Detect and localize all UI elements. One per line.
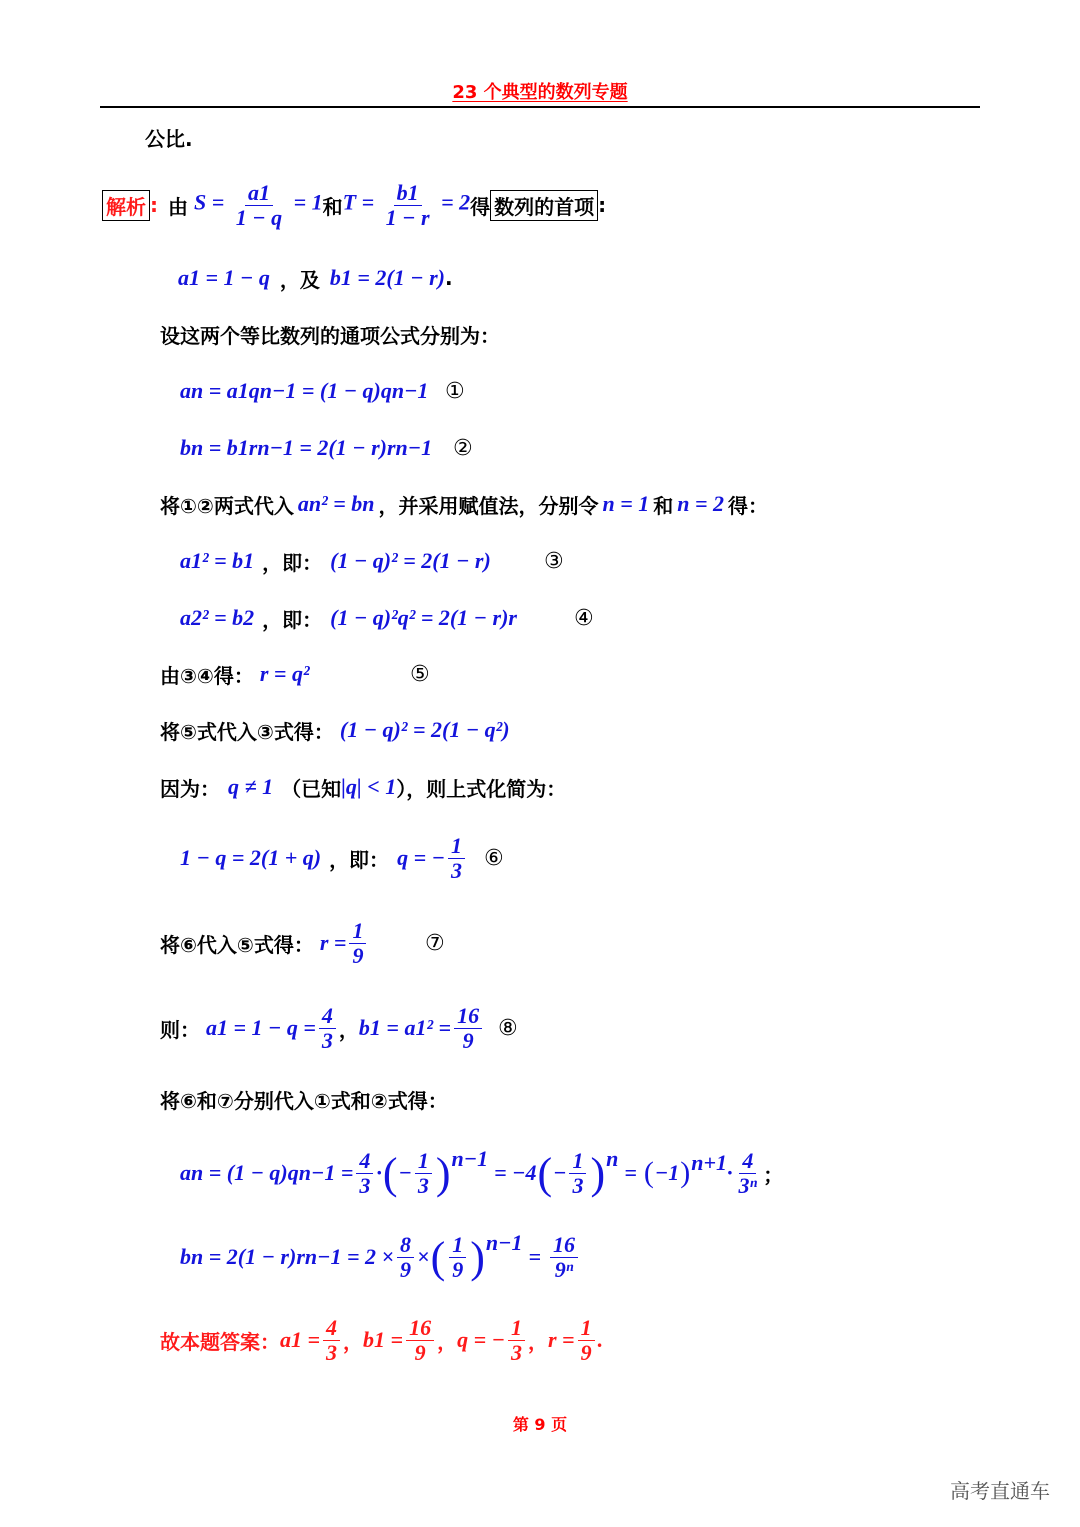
bn-f1	[397, 1233, 414, 1280]
get-word: 得	[470, 194, 491, 219]
line6-and: 和	[653, 493, 674, 518]
line15-text: 将⑥和⑦分别代入①式和②式得：	[160, 1088, 448, 1113]
intro-text: 公比.	[145, 126, 193, 151]
answer-b1: b1 =	[363, 1327, 404, 1352]
s-numerator: a1	[245, 181, 273, 205]
answer-end: .	[597, 1327, 604, 1352]
eq3-lhs: a1² = b1	[180, 548, 255, 573]
answer-b1-num: 16	[406, 1316, 434, 1340]
eq8-a1-num: 4	[319, 1004, 336, 1028]
eq2-tag: ②	[453, 435, 473, 461]
line10-formula: (1 − q)² = 2(1 − q²)	[339, 717, 510, 742]
eq8-b1-fraction	[454, 1004, 482, 1051]
bn-times: ×	[417, 1244, 430, 1269]
answer-label: 故本题答案：	[160, 1329, 280, 1354]
eq7-prefix: 将⑥代入⑤式得：	[160, 932, 314, 957]
label-colon: :	[150, 193, 158, 217]
eq8-b1-den: 9	[462, 1027, 474, 1053]
an-f2	[415, 1149, 432, 1196]
eq7-r-eq: r =	[319, 930, 347, 955]
an-f3-den: 3	[572, 1172, 584, 1198]
eq8-a1: a1 = 1 − q =	[206, 1015, 316, 1040]
t-numerator: b1	[394, 181, 422, 205]
an-inner1: −	[398, 1160, 412, 1185]
watermark: 高考直通车	[950, 1479, 1050, 1503]
solution-label: 解析	[102, 190, 150, 221]
equation-4	[180, 588, 1080, 648]
an-f4	[736, 1149, 761, 1196]
an-f1-num: 4	[356, 1149, 373, 1173]
solution-line-3	[160, 304, 1080, 364]
an-paren-open-2: (	[537, 1148, 553, 1198]
eq4-lhs: a2² = b2	[180, 605, 255, 630]
bn-eq: =	[528, 1244, 542, 1269]
answer-b1-den: 9	[414, 1339, 426, 1365]
line2-end: .	[444, 266, 453, 290]
equation-8	[160, 998, 1080, 1058]
line11-paren-close: ），则上式化简为：	[396, 776, 567, 801]
s-denominator: 1 − q	[235, 204, 283, 230]
eq5-formula: r = q²	[259, 661, 310, 686]
s-formula	[194, 181, 323, 228]
eq3-rhs: (1 − q)² = 2(1 − r)	[330, 548, 491, 573]
an-paren-open-1: (	[382, 1148, 398, 1198]
b1-eq: b1 = 2(1 − r)	[329, 265, 445, 290]
solution-line-6	[160, 474, 1080, 534]
an-neg1: −1	[654, 1160, 680, 1185]
eq8-tag: ⑧	[498, 1015, 518, 1041]
an-f2-num: 1	[415, 1149, 432, 1173]
bn-f3	[550, 1233, 578, 1280]
an-eq3: =	[624, 1160, 637, 1185]
s-lhs: S =	[194, 190, 225, 216]
and-word: 和	[322, 194, 343, 219]
line11-paren-open: （已知	[281, 776, 342, 801]
an-eq2: = −4	[494, 1160, 537, 1185]
intro-line	[145, 107, 1080, 167]
eq7-tag: ⑦	[425, 930, 445, 956]
eq7-den: 9	[352, 942, 364, 968]
line6-n1: n = 1	[602, 491, 650, 516]
solution-line-15	[160, 1069, 1080, 1129]
line11-prefix: 因为：	[160, 776, 220, 801]
bn-final-lhs: bn = 2(1 − r)rn−1 = 2 ×	[180, 1244, 395, 1269]
t-denominator: 1 − r	[385, 204, 430, 230]
t-lhs: T =	[342, 190, 375, 216]
t-formula	[343, 181, 470, 228]
an-f4-den: 3ⁿ	[738, 1172, 758, 1198]
bn-f1-den: 9	[400, 1256, 412, 1282]
line6-prefix: 将①②两式代入	[160, 493, 294, 518]
answer-r: r =	[547, 1327, 575, 1352]
equation-6	[180, 828, 1080, 888]
eq8-a1-den: 3	[321, 1027, 333, 1053]
eq3-ji: ，即：	[262, 550, 323, 575]
an-dot2: ·	[727, 1160, 733, 1185]
answer-a1-num: 4	[323, 1316, 340, 1340]
eq6-num: 1	[448, 834, 465, 858]
answer-q-fraction	[508, 1316, 525, 1363]
eq6-tag: ⑥	[484, 845, 504, 871]
equation-1	[180, 361, 1080, 421]
answer-r-num: 1	[578, 1316, 595, 1340]
bn-f2-den: 9	[452, 1256, 464, 1282]
t-rhs: = 2	[441, 190, 471, 216]
line1-prefix: 由	[168, 194, 188, 219]
eq8-comma: ，	[338, 1017, 359, 1042]
bn-f3-num: 16	[550, 1233, 578, 1257]
bn-paren-close: )	[470, 1232, 485, 1282]
eq6-fraction	[448, 834, 465, 881]
equation-3	[180, 531, 1080, 591]
eq6-q-eq: q = −	[397, 845, 445, 870]
an-paren-open-3: (	[643, 1156, 654, 1189]
eq8-a1-fraction	[319, 1004, 336, 1051]
bn-f3-den: 9ⁿ	[554, 1256, 574, 1282]
eq6-ji: ，即：	[329, 847, 390, 872]
bn-f2	[449, 1233, 466, 1280]
answer-q-den: 3	[510, 1339, 522, 1365]
line1-colon: :	[598, 193, 607, 217]
eq5-tag: ⑤	[410, 661, 430, 687]
answer-r-fraction	[578, 1316, 595, 1363]
answer-q-num: 1	[508, 1316, 525, 1340]
bn-f1-num: 8	[397, 1233, 414, 1257]
line3-text: 设这两个等比数列的通项公式分别为：	[160, 323, 500, 348]
an-f3-num: 1	[569, 1149, 586, 1173]
eq4-ji: ，即：	[262, 607, 323, 632]
an-f4-num: 4	[739, 1149, 756, 1173]
an-f2-den: 3	[417, 1172, 429, 1198]
an-final-equation: an = (1 − q)qn−1 = $\frac{4}{3}$ · ( − $\frac{1}{3}$ ) $^{n-1}$ = −4 ( − $\frac{1}{3}$ ) $^n$ = ( −1 ) $^{n+1}$ · $\frac{4}{\text{3ⁿ}}$ ；	[180, 1146, 784, 1198]
eq6-lhs: 1 − q = 2(1 + q)	[180, 845, 322, 870]
bn-paren-open: (	[430, 1232, 446, 1282]
equation-2	[180, 418, 1080, 478]
line6-mid: ，并采用赋值法，分别令	[378, 493, 599, 518]
eq6-den: 3	[450, 857, 462, 883]
an-inner2: −	[553, 1160, 567, 1185]
a1-eq: a1 = 1 − q	[178, 265, 270, 290]
eq4-rhs: (1 − q)²q² = 2(1 − r)r	[330, 605, 517, 630]
equation-7	[160, 913, 1080, 973]
answer-a1-den: 3	[326, 1339, 338, 1365]
answer-r-den: 9	[580, 1339, 592, 1365]
solution-line-11	[160, 757, 1080, 817]
s-fraction	[233, 181, 285, 228]
bn-f2-num: 1	[449, 1233, 466, 1257]
an-final-lhs: an = (1 − q)qn−1 =	[180, 1160, 354, 1185]
solution-line-1	[102, 175, 1080, 235]
eq7-num: 1	[349, 919, 366, 943]
an-f3	[569, 1149, 586, 1196]
an-f1	[356, 1149, 373, 1196]
answer-sep1: ，	[343, 1329, 364, 1354]
line11-known: |q| < 1	[341, 774, 397, 799]
line6-eq: an² = bn	[297, 491, 375, 516]
solution-line-10	[160, 700, 1080, 760]
equation-5	[160, 644, 1080, 704]
first-term-box: 数列的首项	[490, 190, 598, 221]
answer-a1-fraction	[323, 1316, 340, 1363]
answer-q: q = −	[457, 1327, 505, 1352]
an-dot: ·	[376, 1160, 382, 1185]
line6-end: 得：	[728, 493, 769, 518]
an-paren-close-1: )	[435, 1148, 451, 1198]
an-paren-close-2: )	[590, 1148, 606, 1198]
an-paren-close-3: )	[680, 1156, 691, 1189]
line6-n2: n = 2	[677, 491, 725, 516]
answer-a1: a1 =	[280, 1327, 321, 1352]
an-f1-den: 3	[359, 1172, 371, 1198]
answer-sep3: ，	[527, 1329, 548, 1354]
eq8-b1: b1 = a1² =	[358, 1015, 452, 1040]
solution-line-2	[178, 248, 1080, 308]
line11-cond: q ≠ 1	[228, 774, 274, 799]
document-header-title: 23 个典型的数列专题	[452, 82, 628, 103]
line10-prefix: 将⑤式代入③式得：	[160, 719, 334, 744]
bn-final-equation: bn = 2(1 − r)rn−1 = 2 × $\frac{8}{9}$ × ( $\frac{1}{9}$ ) $^{n-1}$ = $\frac{16}{\text{9ⁿ}}$	[180, 1224, 1080, 1290]
answer-line	[160, 1310, 1080, 1370]
eq8-b1-num: 16	[454, 1004, 482, 1028]
eq2-formula: bn = b1rn−1 = 2(1 − r)rn−1	[180, 435, 433, 460]
answer-b1-fraction	[406, 1316, 434, 1363]
eq1-formula: an = a1qn−1 = (1 − q)qn−1	[180, 378, 429, 403]
an-end: ；	[763, 1162, 784, 1187]
line2-sep: ，及	[279, 267, 320, 292]
eq8-prefix: 则：	[160, 1017, 200, 1042]
page-number: 第 9 页	[512, 1415, 568, 1434]
eq7-fraction	[349, 919, 366, 966]
eq1-tag: ①	[445, 378, 465, 404]
t-fraction	[383, 181, 433, 228]
eq4-tag: ④	[574, 605, 594, 631]
eq3-tag: ③	[544, 548, 564, 574]
eq5-prefix: 由③④得：	[160, 663, 254, 688]
answer-sep2: ，	[437, 1329, 458, 1354]
s-rhs: = 1	[293, 190, 323, 216]
